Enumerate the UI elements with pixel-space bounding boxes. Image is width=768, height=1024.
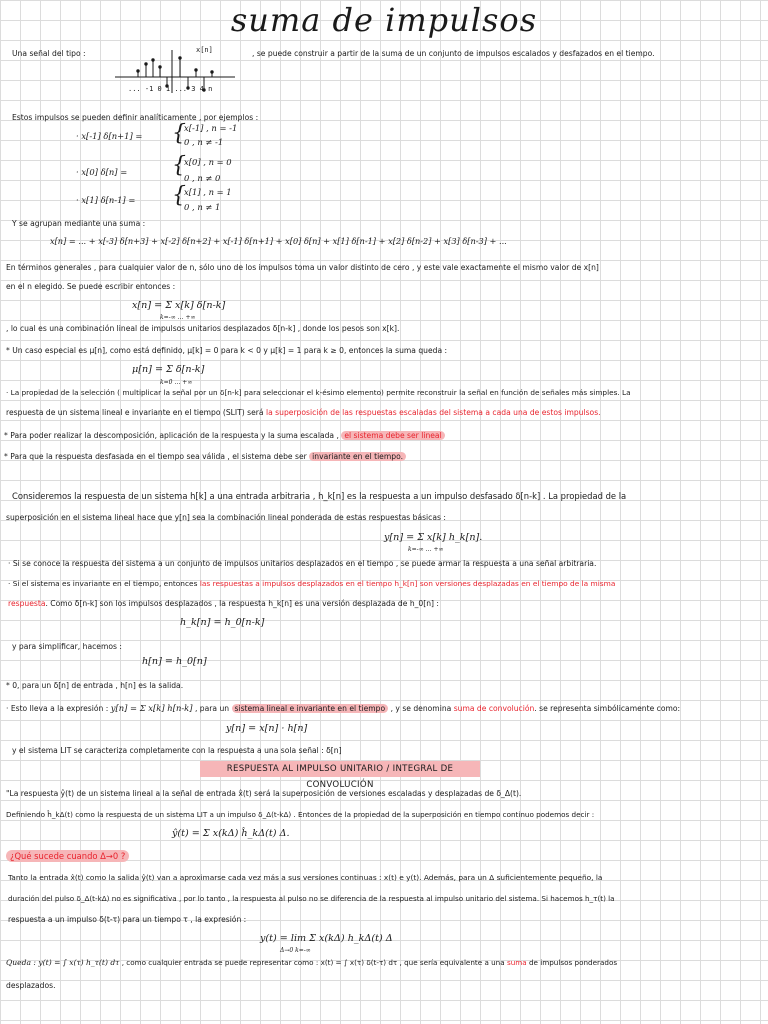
case1-lhs: · x[-1] δ[n+1] = [76, 131, 143, 141]
equation-symbolic: y[n] = x[n] · h[n] [226, 723, 308, 734]
stem-head [137, 70, 139, 72]
text-span: . se representa simbólicamente como: [534, 704, 681, 713]
section-heading: RESPUESTA AL IMPULSO UNITARIO / INTEGRAL DE CONVOLUCIÓN [200, 761, 480, 777]
red-text: la superposición de las respuestas escaladas del sistema a cada una de estos impulsos. [266, 408, 601, 417]
text-line: Y se agrupan mediante una suma : [12, 219, 146, 228]
plot-ticks: ... -1 0 1 ... 3 4 n [128, 85, 213, 93]
question-highlight: ¿Qué sucede cuando Δ→0 ? [6, 850, 129, 862]
text-line [8, 578, 615, 590]
case1-a: x[-1] , n = -1 [184, 123, 238, 133]
highlighted-text [341, 431, 444, 440]
text-line: Consideremos la respuesta de un sistema h[k] a una entrada arbitraria , h_k[n] es la respuesta a un impulso desfasado δ[n-k] . La propiedad de la [12, 491, 627, 501]
text-line [8, 598, 439, 610]
text-line: en el n elegido. Se puede escribir entonces : [6, 282, 176, 291]
intro-before: Una señal del tipo : [12, 49, 86, 58]
question-line [6, 850, 129, 862]
equation-sift: x[n] = Σ x[k] δ[n-k] [132, 300, 226, 311]
case3-lhs: · x[1] δ[n-1] = [76, 195, 136, 205]
text-span: . Como δ[n-k] son los impulsos desplazados , la respuesta h_k[n] es una versión desplazada de h_0[n] : [45, 599, 439, 608]
equation-integral: Queda : y(t) = ∫ x(τ) h_τ(t) dτ [6, 958, 120, 967]
equation-shift: h_k[n] = h_0[n-k] [180, 617, 265, 628]
text-line: Definiendo ĥ_kΔ(t) como la respuesta de un sistema LIT a un impulso δ_Δ(t-kΔ) . Entonces de la propiedad de la superposición en tiempo continuo podemos decir : [6, 810, 595, 819]
text-span: de impulsos ponderados [528, 958, 618, 967]
equation-response: y[n] = Σ x[k] h_k[n]. [384, 532, 483, 543]
text-line: desplazados. [6, 981, 56, 990]
text-span: , como cualquier entrada se puede representar como : x(t) = ∫ x(τ) δ(t-τ) dτ , que sería equivalente a una [121, 958, 505, 967]
text-line: duración del pulso δ_Δ(t-kΔ) no es significativa , por lo tanto , la respuesta al pulso no se diferencia de la respuesta al impulso unitario del sistema. Si hacemos h_τ(t) la [8, 894, 615, 903]
brace-icon: { [172, 153, 186, 178]
case3-b: 0 , n ≠ 1 [184, 202, 221, 212]
text-span: * Para poder realizar la descomposición, aplicación de la respuesta y la suma escalada , [4, 431, 339, 440]
intro-after: , se puede construir a partir de la suma de un conjunto de impulsos escalados y desfazados en el tiempo. [252, 49, 655, 58]
equation-convolution: y[n] = Σ x[k] h[n-k] [110, 703, 193, 713]
text-span: · Esto lleva a la expresión : [6, 704, 109, 713]
text-span: , para un [194, 704, 230, 713]
text-span: * Para que la respuesta desfasada en el tiempo sea válida , el sistema debe ser [4, 452, 307, 461]
brace-icon: { [172, 121, 186, 146]
text-span: , y se denomina [390, 704, 452, 713]
text-line [6, 407, 601, 419]
red-text: suma de convolución [453, 704, 535, 713]
text-line: Estos impulsos se pueden definir analíticamente , por ejemplos : [12, 113, 259, 122]
equation-limits: k=-∞ … +∞ [160, 314, 196, 321]
text-line [4, 430, 445, 442]
highlighted-text: invariante en el tiempo. [309, 452, 406, 461]
equation-limits: k=0 … +∞ [160, 379, 193, 386]
text-line: , lo cual es una combinación lineal de impulsos unitarios desplazados δ[n-k] , donde los pesos son x[k]. [6, 324, 400, 333]
case1-b: 0 , n ≠ -1 [184, 137, 224, 147]
equation-limits: Δ→0 k=-∞ [280, 947, 311, 954]
stem-head [179, 57, 181, 59]
text-line: y para simplificar, hacemos : [12, 642, 122, 651]
red-text: las respuestas a impulsos desplazados en el tiempo h_k[n] son versiones desplazadas en el tiempo de la misma [199, 579, 616, 588]
equation-step: μ[n] = Σ δ[n-k] [132, 364, 205, 375]
page-title: suma de impulsos [230, 1, 538, 39]
red-text: el sistema debe ser lineal [344, 431, 442, 440]
text-line: Tanto la entrada x̂(t) como la salida ŷ(t) van a aproximarse cada vez más a sus versiones continuas : x(t) e y(t). Además, para un Δ suficientemente pequeño, la [8, 873, 603, 882]
equation-limits: k=-∞ … +∞ [408, 546, 444, 553]
text-line [4, 451, 406, 463]
stem-head [145, 63, 147, 65]
case2-a: x[0] , n = 0 [184, 157, 232, 167]
brace-icon: { [172, 183, 186, 208]
text-line [6, 702, 680, 715]
equation-limit: y(t) = lim Σ x(kΔ) h_kΔ(t) Δ [260, 933, 393, 944]
text-line: * 0, para un δ[n] de entrada , h[n] es la salida. [6, 681, 184, 690]
stem-head [211, 71, 213, 73]
stem-head [195, 69, 197, 71]
stem-head [159, 66, 161, 68]
plot-label: x[n] [196, 46, 213, 54]
text-line [6, 957, 617, 969]
text-line: En términos generales , para cualquier valor de n, sólo uno de los impulsos toma un valor distinto de cero , y este vale exactamente el mismo valor de x[n] [6, 263, 599, 272]
case2-lhs: · x[0] δ[n] = [76, 167, 128, 177]
equation-approx: ŷ(t) = Σ x(kΔ) ĥ_kΔ(t) Δ. [172, 828, 290, 839]
sum-equation: x[n] = ... + x[-3] δ[n+3] + x[-2] δ[n+2] + x[-1] δ[n+1] + x[0] δ[n] + x[1] δ[n-1] + x[2] δ[n-2] + x[3] δ[n-3] + ... [50, 236, 507, 246]
case2-b: 0 , n ≠ 0 [184, 173, 221, 183]
text-span: respuesta de un sistema lineal e invariante en el tiempo (SLIT) será [6, 408, 264, 417]
highlighted-text: sistema lineal e invariante en el tiempo [232, 704, 389, 713]
text-line: "La respuesta ŷ(t) de un sistema lineal a la señal de entrada x̂(t) será la superposición de versiones escaladas y desplazadas de δ_Δ(t). [6, 789, 522, 798]
text-line: · La propiedad de la selección ( multiplicar la señal por un δ[n-k] para seleccionar el k-ésimo elemento) permite reconstruir la señal en función de señales más simples. La [6, 388, 631, 397]
text-line: * Un caso especial es μ[n], como está definido, μ[k] = 0 para k < 0 y μ[k] = 1 para k ≥ 0, entonces la suma queda : [6, 346, 448, 355]
text-line: respuesta a un impulso δ(t-τ) para un tiempo τ , la expresión : [8, 915, 247, 924]
red-text: respuesta [8, 599, 46, 608]
text-line: superposición en el sistema lineal hace que y[n] sea la combinación lineal ponderada de estas respuestas básicas : [6, 513, 446, 522]
text-line: y el sistema LIT se caracteriza completamente con la respuesta a una sola señal : δ[n] [12, 746, 342, 755]
equation-simplify: h[n] = h_0[n] [142, 656, 207, 667]
text-line: · Si se conoce la respuesta del sistema a un conjunto de impulsos unitarios desplazados en el tiempo , se puede armar la respuesta a una señal arbitraria. [8, 559, 597, 568]
stem-head [152, 59, 154, 61]
case3-a: x[1] , n = 1 [184, 187, 232, 197]
red-text: suma [506, 958, 527, 967]
text-span: · Si el sistema es invariante en el tiempo, entonces [8, 579, 198, 588]
